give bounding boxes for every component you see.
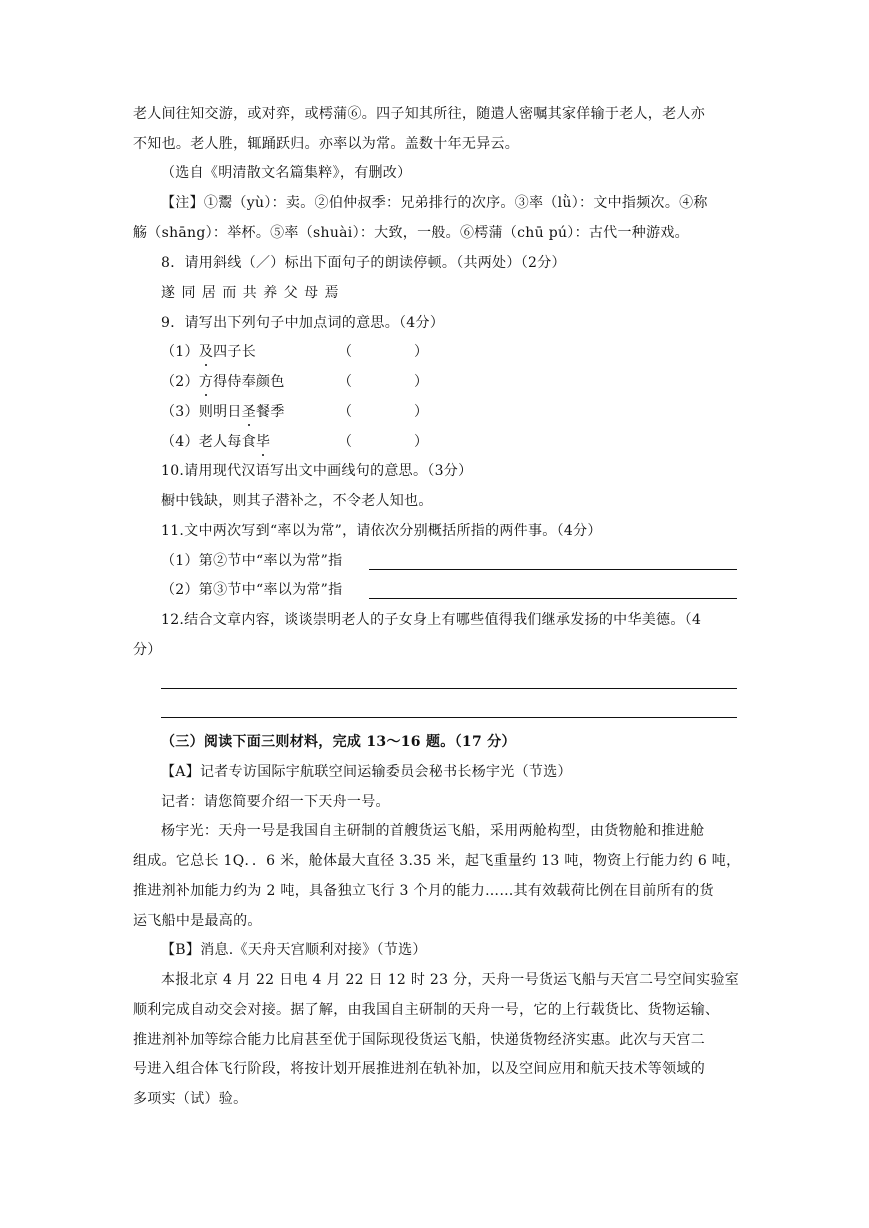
passage-line: 老人间往知交游，或对弈，或樗蒲⑥。四子知其所往，随遣人密嘱其家佯输于老人，老人亦: [133, 106, 705, 122]
question-8-sentence: 遂 同 居 而 共 养 父 母 焉: [161, 285, 340, 301]
question-10-sentence: 橱中钱缺，则其子潜补之，不令老人知也。: [161, 493, 433, 509]
answer-paren-open: （: [338, 434, 352, 450]
answer-line[interactable]: [369, 569, 737, 570]
dotted-word: 及: [198, 344, 214, 360]
source-citation: （选自《明清散文名篇集粹》，有删改）: [161, 165, 412, 181]
material-b-text: 推进剂补加等综合能力比肩甚至优于国际现役货运飞船，快递货物经济实惠。此次与天宫二: [133, 1032, 705, 1048]
item-number: （2）: [161, 374, 199, 390]
question-10-prompt: 10.请用现代汉语写出文中画线句的意思。（3分）: [161, 463, 473, 479]
material-b-title: 【B】消息.《天舟天宫顺利对接》（节选）: [161, 942, 427, 958]
item-text: 四子长: [213, 344, 257, 360]
item-number: （1）: [161, 344, 199, 360]
material-a-title: 【A】记者专访国际宇航联空间运输委员会秘书长杨宇光（节选）: [161, 764, 572, 780]
material-a-question: 记者：请您简要介绍一下天舟一号。: [161, 794, 390, 810]
answer-line[interactable]: [161, 717, 737, 718]
dotted-word: 圣: [241, 404, 257, 420]
question-9-item: [161, 342, 256, 362]
question-text: 文中两次写到“率以为常”，请依次分别概括所指的两件事。（4分）: [184, 523, 602, 539]
note-line: 【注】①鬻（yù）：卖。②伯仲叔季：兄弟排行的次序。③率（lǜ）：文中指频次。④称: [161, 195, 708, 211]
item-text: 餐季: [256, 404, 285, 420]
item-number: （4）: [161, 434, 199, 450]
question-12-prompt: 12.结合文章内容，谈谈崇明老人的子女身上有哪些值得我们继承发扬的中华美德。（4: [161, 612, 702, 628]
material-b-text: 本报北京 4 月 22 日电 4 月 22 日 12 时 23 分，天舟一号货运飞船与天宫二号空间实验室: [161, 972, 740, 988]
item-text: 得侍奉颜色: [213, 374, 285, 390]
answer-line[interactable]: [369, 598, 737, 599]
item-text: 则明日: [198, 404, 242, 420]
question-12-prompt: 分）: [133, 642, 162, 658]
question-11-prompt: [161, 521, 602, 541]
answer-paren-close: ）: [414, 404, 428, 420]
material-a-text: 运飞船中是最高的。: [133, 913, 262, 929]
question-11-item: （2）第③节中“率以为常”指: [161, 582, 343, 598]
note-line: 觞（shāng）：举杯。⑤率（shuài）：大致，一般。⑥樗蒲（chū pú）：古代一种游戏。: [133, 225, 689, 241]
answer-paren-close: ）: [414, 434, 428, 450]
answer-paren-close: ）: [414, 344, 428, 360]
item-text: 老人每食: [198, 434, 257, 450]
material-a-text: 组成。它总长 1Q．．6 米，舱体最大直径 3.35 米，起飞重量约 13 吨，物资上行能力约 6 吨，: [133, 853, 741, 869]
material-b-text: 顺利完成自动交会对接。据了解，由我国自主研制的天舟一号，它的上行载货比、货物运输、: [133, 1002, 720, 1018]
dotted-word: 方: [198, 374, 214, 390]
dotted-word: 毕: [256, 434, 271, 450]
question-9-item: [161, 372, 285, 392]
question-8-prompt: 8．请用斜线（／）标出下面句子的朗读停顿。（共两处）（2分）: [161, 255, 566, 271]
material-b-text: 多项实（试）验。: [133, 1091, 248, 1107]
question-number: 11.: [161, 523, 185, 539]
answer-paren-open: （: [338, 374, 352, 390]
answer-paren-close: ）: [414, 374, 428, 390]
question-9-item: [161, 432, 270, 452]
section-heading: （三）阅读下面三则材料，完成 13～16 题。（17 分）: [161, 734, 516, 750]
question-11-item: （1）第②节中“率以为常”指: [161, 553, 343, 569]
material-a-text: 杨宇光：天舟一号是我国自主研制的首艘货运飞船，采用两舱构型，由货物舱和推进舱: [161, 823, 705, 839]
answer-paren-open: （: [338, 404, 352, 420]
question-9-prompt: 9．请写出下列句子中加点词的意思。（4分）: [161, 315, 445, 331]
material-a-text: 推进剂补加能力约为 2 吨，具备独立飞行 3 个月的能力……其有效载荷比例在目前所有的货: [133, 883, 714, 899]
item-number: （3）: [161, 404, 199, 420]
question-9-item: [161, 402, 285, 422]
answer-line[interactable]: [161, 688, 737, 689]
passage-line: 不知也。老人胜，辄踊跃归。亦率以为常。盖数十年无异云。: [133, 136, 520, 152]
answer-paren-open: （: [338, 344, 352, 360]
material-b-text: 号进入组合体飞行阶段，将按计划开展推进剂在轨补加，以及空间应用和航天技术等领域的: [133, 1061, 705, 1077]
